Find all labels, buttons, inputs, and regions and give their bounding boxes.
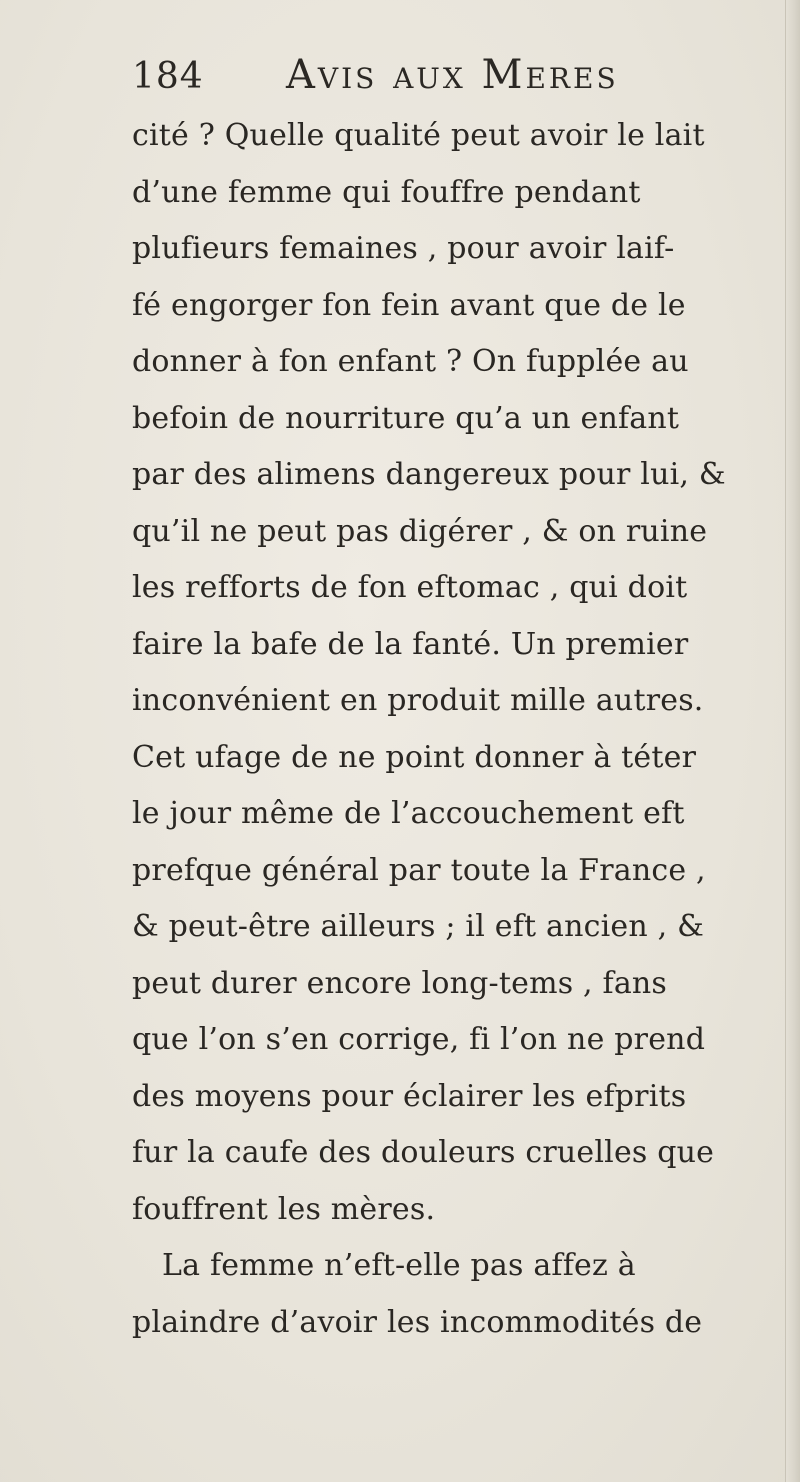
text-line: Cet ufage de ne point donner à téter xyxy=(132,739,697,775)
text-line: fur la caufe des douleurs cruelles que xyxy=(132,1135,715,1170)
text-line: des moyens pour éclairer les efprits xyxy=(132,1078,687,1114)
text-line: les refforts de fon eftomac , qui doit xyxy=(132,570,688,605)
page-header xyxy=(132,46,692,106)
text-line: plaindre d’avoir les incommodités de xyxy=(132,1304,703,1340)
text-line: peut durer encore long-tems , fans xyxy=(132,965,668,1001)
text-line: plufieurs femaines , pour avoir laif- xyxy=(132,231,675,266)
text-line: que l’on s’en corrige, fi l’on ne prend xyxy=(132,1022,706,1057)
text-line: & peut-être ailleurs ; il eft ancien , & xyxy=(132,909,704,944)
text-line: le jour même de l’accouchement eft xyxy=(132,796,685,831)
paragraph-start-line: La femme n’eft-elle pas affez à xyxy=(162,1248,636,1283)
page-number: 184 xyxy=(132,56,204,97)
body-text xyxy=(132,108,800,1351)
text-line: cité ? Quelle qualité peut avoir le lait xyxy=(132,118,705,153)
text-line: faire la bafe de la fanté. Un premier xyxy=(132,626,689,662)
text-line: inconvénient en produit mille autres. xyxy=(132,683,704,718)
text-line: fouffrent les mères. xyxy=(132,1191,436,1227)
text-line: par des alimens dangereux pour lui, & xyxy=(132,457,726,492)
text-line: prefque général par toute la France , xyxy=(132,852,706,888)
text-line: befoin de nourriture qu’a un enfant xyxy=(132,400,680,436)
text-line: qu’il ne peut pas digérer , & on ruine xyxy=(132,513,708,549)
text-line: d’une femme qui fouffre pendant xyxy=(132,174,641,210)
text-line: fé engorger fon fein avant que de le xyxy=(132,287,686,323)
text-line: donner à fon enfant ? On fupplée au xyxy=(132,344,689,379)
running-title: Avis aux Meres xyxy=(286,52,619,98)
